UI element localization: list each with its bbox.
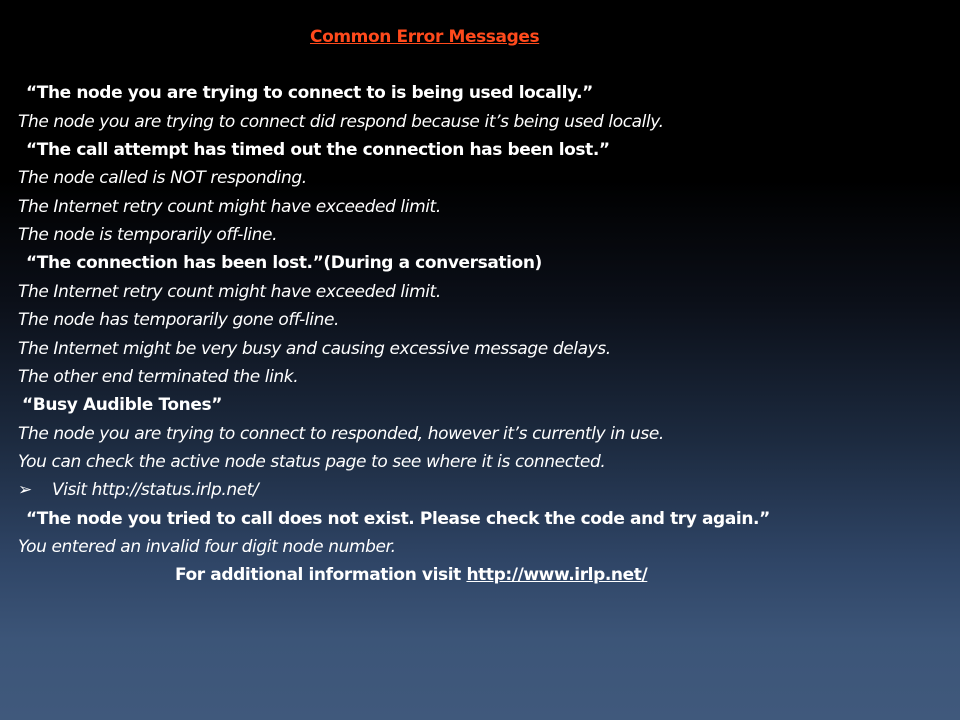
error-heading-local: “The node you are trying to connect to is being used locally.” bbox=[26, 83, 593, 103]
error-description: The node has temporarily gone off-line. bbox=[18, 310, 340, 330]
error-description: You can check the active node status page to see where it is connected. bbox=[18, 452, 606, 472]
error-heading-busy: “Busy Audible Tones” bbox=[22, 395, 222, 415]
error-description: The other end terminated the link. bbox=[18, 367, 299, 387]
footer-info bbox=[175, 564, 647, 586]
error-description: The node you are trying to connect did respond because it’s being used locally. bbox=[18, 112, 664, 132]
page-title: Common Error Messages bbox=[310, 27, 540, 47]
bullet-item bbox=[18, 479, 258, 501]
error-description: You entered an invalid four digit node number. bbox=[18, 537, 396, 557]
error-description: The Internet retry count might have exceeded limit. bbox=[18, 282, 441, 302]
error-heading-connection-lost: “The connection has been lost.”(During a conversation) bbox=[26, 253, 542, 273]
error-description: The node you are trying to connect to responded, however it’s currently in use. bbox=[18, 424, 664, 444]
irlp-link[interactable]: http://www.irlp.net/ bbox=[466, 565, 648, 585]
error-heading-not-exist: “The node you tried to call does not exist. Please check the code and try again.” bbox=[26, 509, 770, 529]
error-description: The node is temporarily off-line. bbox=[18, 225, 278, 245]
footer-text: For additional information visit bbox=[175, 565, 467, 585]
arrow-bullet-icon: ➢ bbox=[18, 480, 32, 500]
error-description: The Internet retry count might have exceeded limit. bbox=[18, 197, 441, 217]
error-heading-timeout: “The call attempt has timed out the connection has been lost.” bbox=[26, 140, 610, 160]
error-description: The Internet might be very busy and causing excessive message delays. bbox=[18, 339, 611, 359]
error-description: The node called is NOT responding. bbox=[18, 168, 307, 188]
bullet-text: Visit http://status.irlp.net/ bbox=[52, 480, 259, 500]
